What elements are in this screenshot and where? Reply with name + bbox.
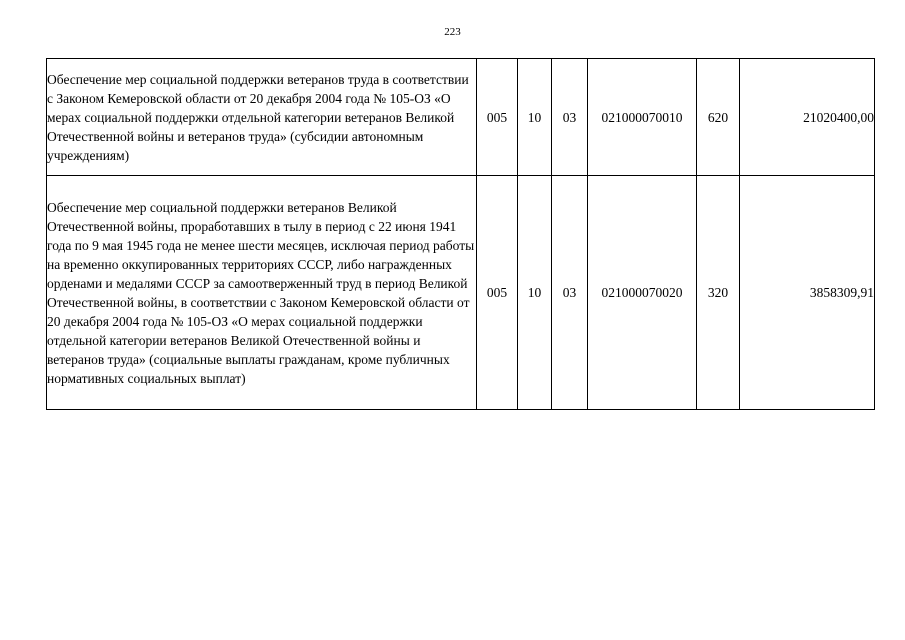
ministry-code: 005: [477, 59, 518, 176]
target-article-code: 021000070010: [588, 59, 697, 176]
subsection-code: 03: [552, 59, 588, 176]
amount-value: 3858309,91: [740, 176, 875, 410]
expense-type-code: 620: [697, 59, 740, 176]
table-row: [47, 176, 875, 410]
table-row: [47, 59, 875, 176]
section-code: 10: [518, 176, 552, 410]
expense-type-code: 320: [697, 176, 740, 410]
budget-table: [46, 58, 875, 410]
page-number: 223: [444, 26, 461, 38]
subsection-code: 03: [552, 176, 588, 410]
ministry-code: 005: [477, 176, 518, 410]
row-description: Обеспечение мер социальной поддержки ветеранов Великой Отечественной войны, проработавших в тылу в период с 22 июня 1941 года по 9 мая 1945 года не менее шести месяцев, исключая период работы на временно оккупированных территориях СССР, либо награжденных орденами и медалями СССР за самоотверженный труд в период Великой Отечественной войны, в соответствии с Законом Кемеровской области от 20 декабря 2004 года № 105-ОЗ «О мерах социальной поддержки отдельной категории ветеранов Великой Отечественной войны и ветеранов труда» (социальные выплаты гражданам, кроме публичных нормативных социальных выплат): [47, 176, 477, 410]
target-article-code: 021000070020: [588, 176, 697, 410]
amount-value: 21020400,00: [740, 59, 875, 176]
section-code: 10: [518, 59, 552, 176]
row-description: Обеспечение мер социальной поддержки ветеранов труда в соответствии с Законом Кемеровской области от 20 декабря 2004 года № 105-ОЗ «О мерах социальной поддержки отдельной категории ветеранов Великой Отечественной войны и ветеранов труда» (субсидии автономным учреждениям): [47, 59, 477, 176]
